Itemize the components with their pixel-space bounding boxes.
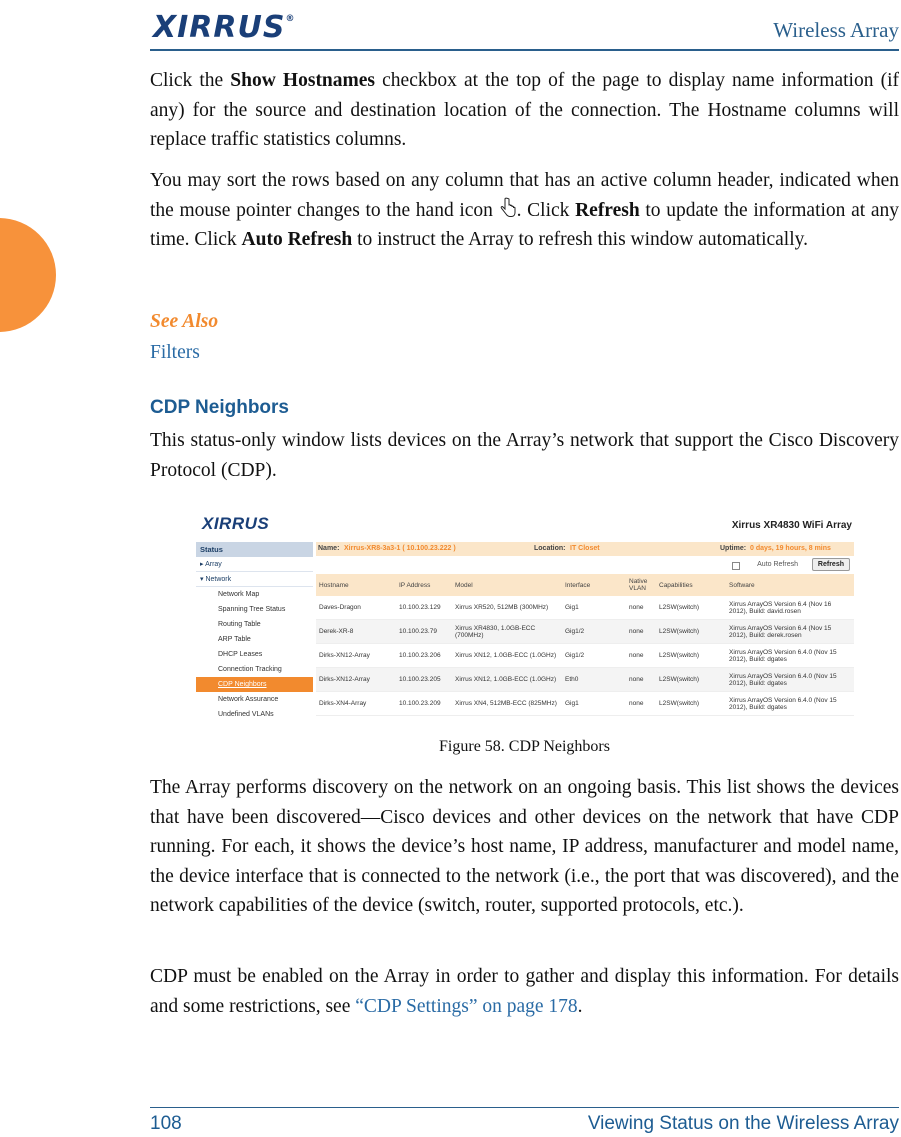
table-cell: Xirrus XR520, 512MB (300MHz): [452, 596, 562, 620]
sidebar-item-routing-table[interactable]: Routing Table: [218, 621, 261, 628]
paragraph-sort-refresh: You may sort the rows based on any column that has an active column header, indicated when the mouse pointer changes to the hand icon . Click Refresh to update the information at any time. Click Auto Refresh to instruct the Array to refresh this window automatically.: [150, 170, 899, 250]
table-cell: Xirrus XN12, 1.0GB-ECC (1.0GHz): [452, 668, 562, 692]
sidebar-item-network-assurance[interactable]: Network Assurance: [218, 696, 279, 703]
figure-actions: [316, 556, 854, 574]
table-cell: none: [626, 620, 656, 644]
table-cell: Gig1/2: [562, 644, 626, 668]
table-cell: L2SW(switch): [656, 644, 726, 668]
running-header-title: Wireless Array: [773, 18, 899, 42]
figure-caption: Figure 58. CDP Neighbors: [439, 738, 610, 755]
column-header[interactable]: Native VLAN: [626, 574, 656, 596]
sidebar-item-spanning-tree[interactable]: Spanning Tree Status: [218, 606, 286, 613]
table-cell: L2SW(switch): [656, 620, 726, 644]
cdp-neighbors-screenshot: [196, 508, 856, 724]
sidebar-status-header[interactable]: Status: [196, 542, 313, 557]
section-heading: CDP Neighbors: [150, 397, 290, 418]
table-cell: none: [626, 596, 656, 620]
table-cell: Xirrus ArrayOS Version 6.4.0 (Nov 15 2012), Build: dgates: [726, 668, 854, 692]
table-cell: Gig1/2: [562, 620, 626, 644]
paragraph-cdp-settings: CDP must be enabled on the Array in order to gather and display this information. For details and some restrictions, see “CDP Settings” on page 178.: [150, 966, 899, 1017]
table-cell: 10.100.23.205: [396, 668, 452, 692]
table-cell: Xirrus ArrayOS Version 6.4.0 (Nov 15 2012), Build: dgates: [726, 644, 854, 668]
table-cell: Gig1: [562, 692, 626, 716]
table-cell: Xirrus ArrayOS Version 6.4 (Nov 16 2012), Build: david.rosen: [726, 596, 854, 620]
figure-main-panel: [316, 542, 854, 724]
table-cell: Eth0: [562, 668, 626, 692]
cdp-table: [316, 574, 854, 716]
paragraph-show-hostnames: Click the Show Hostnames checkbox at the top of the page to display name information (if any) for the source and destination location of the connection. The Hostname columns will replace traffic statistics columns.: [150, 70, 899, 150]
paragraph-cdp-intro: This status-only window lists devices on the Array’s network that support the Cisco Discovery Protocol (CDP).: [150, 430, 899, 481]
name-label: Name:: [318, 545, 340, 552]
table-cell: 10.100.23.79: [396, 620, 452, 644]
footer-title: Viewing Status on the Wireless Array: [587, 1113, 899, 1134]
table-cell: none: [626, 644, 656, 668]
table-row: [316, 644, 854, 668]
hand-pointer-icon: [499, 197, 517, 219]
table-cell: L2SW(switch): [656, 668, 726, 692]
table-cell: Xirrus ArrayOS Version 6.4 (Nov 15 2012), Build: derek.rosen: [726, 620, 854, 644]
table-cell: Dirks-XN4-Array: [316, 692, 396, 716]
footer-rule: [150, 1107, 899, 1108]
refresh-button[interactable]: Refresh: [812, 558, 850, 571]
table-cell: Derek-XR-8: [316, 620, 396, 644]
table-body: [316, 596, 854, 716]
table-cell: Dirks-XN12-Array: [316, 644, 396, 668]
table-cell: Xirrus XN4, 512MB-ECC (825MHz): [452, 692, 562, 716]
table-cell: Daves-Dragon: [316, 596, 396, 620]
sidebar-group-network[interactable]: ▾ Network: [196, 572, 313, 587]
location-label: Location:: [534, 545, 566, 552]
cdp-settings-link[interactable]: “CDP Settings” on page 178: [355, 995, 578, 1017]
filters-link[interactable]: Filters: [150, 342, 200, 363]
table-cell: 10.100.23.206: [396, 644, 452, 668]
page-number: 108: [150, 1113, 182, 1134]
column-header[interactable]: IP Address: [396, 574, 452, 596]
sidebar-item-arp-table[interactable]: ARP Table: [218, 636, 251, 643]
figure-logo: XIRRUS: [202, 514, 270, 533]
sidebar-group-array[interactable]: ▸ Array: [196, 557, 313, 572]
sidebar-item-network-map[interactable]: Network Map: [218, 591, 260, 598]
table-cell: 10.100.23.209: [396, 692, 452, 716]
column-header[interactable]: Interface: [562, 574, 626, 596]
table-cell: Dirks-XN12-Array: [316, 668, 396, 692]
figure-product-name: Xirrus XR4830 WiFi Array: [731, 520, 852, 531]
figure-sidebar: [196, 542, 313, 724]
header-rule: [150, 49, 899, 51]
column-header[interactable]: Software: [726, 574, 854, 596]
auto-refresh-checkbox[interactable]: [732, 562, 740, 570]
column-header[interactable]: Hostname: [316, 574, 396, 596]
see-also-heading: See Also: [150, 311, 219, 332]
table-row: [316, 692, 854, 716]
xirrus-logo: XIRRUS®: [153, 10, 296, 45]
table-cell: none: [626, 668, 656, 692]
sidebar-item-undefined-vlans[interactable]: Undefined VLANs: [218, 711, 274, 718]
uptime-value: 0 days, 19 hours, 8 mins: [750, 545, 831, 552]
sidebar-item-cdp-neighbors[interactable]: CDP Neighbors: [196, 677, 313, 692]
location-value: IT Closet: [570, 545, 600, 552]
uptime-label: Uptime:: [720, 545, 747, 552]
table-cell: none: [626, 692, 656, 716]
sidebar-item-dhcp-leases[interactable]: DHCP Leases: [218, 651, 263, 658]
auto-refresh-label: Auto Refresh: [757, 561, 798, 568]
figure-status-bar: [316, 542, 854, 556]
table-row: [316, 668, 854, 692]
table-cell: L2SW(switch): [656, 692, 726, 716]
table-cell: Xirrus XN12, 1.0GB-ECC (1.0GHz): [452, 644, 562, 668]
column-header[interactable]: Capabilities: [656, 574, 726, 596]
table-cell: L2SW(switch): [656, 596, 726, 620]
section-tab-marker: [0, 218, 56, 332]
table-cell: Gig1: [562, 596, 626, 620]
table-row: [316, 620, 854, 644]
table-row: [316, 596, 854, 620]
paragraph-discovery: The Array performs discovery on the network on an ongoing basis. This list shows the devices that have been discovered—Cisco devices and other devices on the network that have CDP running. For each, it shows the device’s host name, IP address, manufacturer and model name, the device interface that is connected to the network (i.e., the port that was discovered), and the network capabilities of the device (switch, router, supported protocols, etc.).: [150, 777, 899, 916]
table-cell: 10.100.23.129: [396, 596, 452, 620]
name-value: Xirrus-XR8-3a3-1 ( 10.100.23.222 ): [344, 545, 456, 552]
table-cell: Xirrus ArrayOS Version 6.4.0 (Nov 15 2012), Build: dgates: [726, 692, 854, 716]
sidebar-item-connection-tracking[interactable]: Connection Tracking: [218, 666, 282, 673]
column-header[interactable]: Model: [452, 574, 562, 596]
table-cell: Xirrus XR4830, 1.0GB-ECC (700MHz): [452, 620, 562, 644]
table-header-row: [316, 574, 854, 596]
